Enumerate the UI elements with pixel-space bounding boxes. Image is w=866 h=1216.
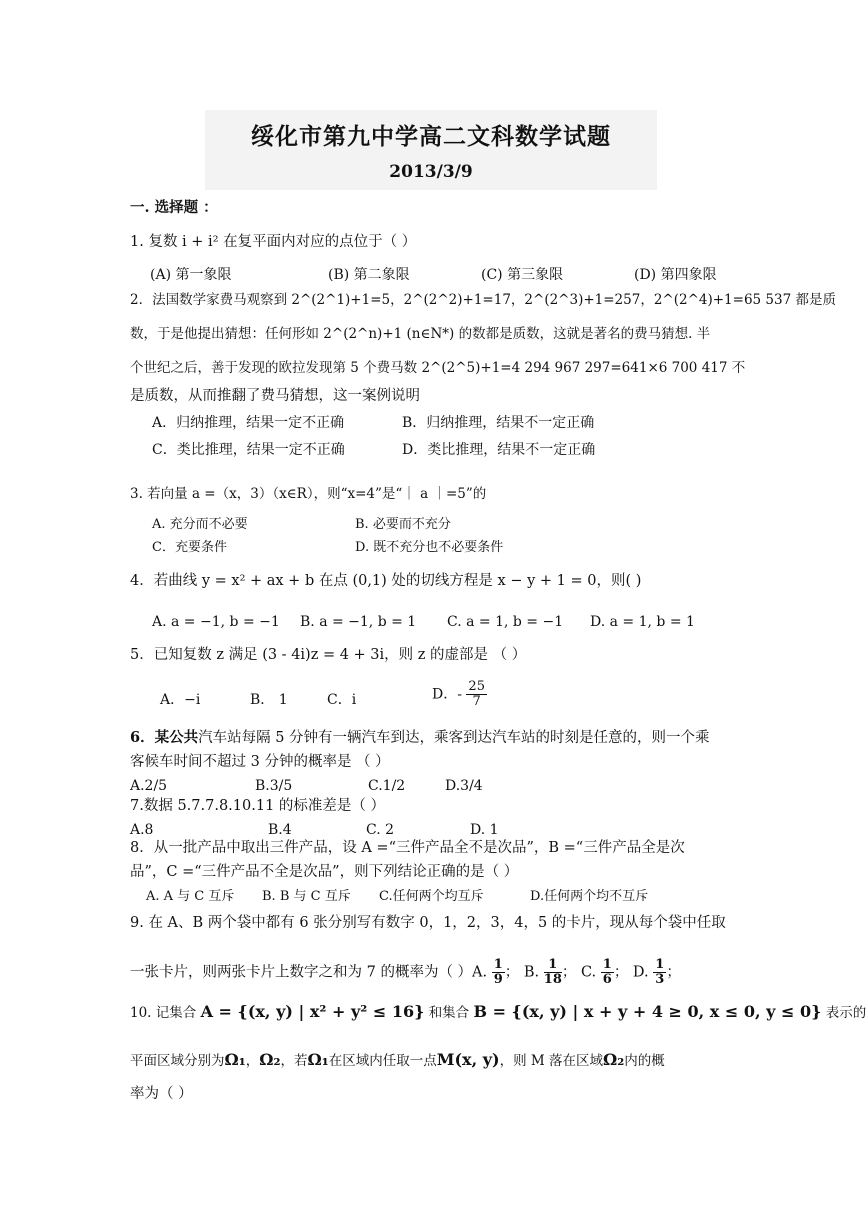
q9-a-den: 9 [493,972,503,987]
q9-c-num: 1 [602,957,612,972]
q9-sep-b: ； C. [561,964,597,981]
q10-if: ，若 [280,1053,308,1069]
q10-line-2 [130,1050,665,1071]
q8-option-b: B. B 与 C 互斥 [262,889,351,904]
q9-sep-d: ； [666,964,681,981]
q2-option-a: A．归纳推理，结果一定不正确 [152,415,345,431]
q2-line-2: 数，于是他提出猜想：任何形如 2^(2^n)+1 (n∈N*) 的数都是质数，这就是著名的费马猜想. 半 [130,326,711,342]
q9-option-c-fraction [601,958,614,987]
q8-option-a: A. A 与 C 互斥 [146,889,235,904]
q6-option-d: D.3/4 [445,778,483,794]
q4-option-c: C. a = 1, b = −1 [447,614,564,630]
q1-stem: 1. 复数 i + i² 在复平面内对应的点位于（ ） [130,234,417,250]
q2-line-3: 个世纪之后，善于发现的欧拉发现第 5 个费马数 2^(2^5)+1=4 294 967 297=641×6 700 417 不 [130,360,746,376]
q1-option-b: (B) 第二象限 [328,267,410,283]
q10-intro: 10. 记集合 [130,1005,197,1021]
q6-line-1 [130,728,710,748]
q7-option-b: B.4 [268,822,292,838]
q10-line-3: 率为（ ） [130,1086,193,1102]
q9-c-den: 6 [602,972,612,987]
q10-and: 和集合 [428,1005,470,1021]
q3-stem: 3. 若向量 a =（x，3）（x∈R），则“x=4”是“｜ a ｜=5”的 [130,486,487,502]
q10-pick-point: 在区域内任取一点 [328,1053,437,1069]
page-title: 绥化市第九中学高二文科数学试题 [251,123,611,150]
q9-option-d-fraction [653,958,666,987]
q9-option-b-fraction [544,958,562,987]
q10-omega-1-again: Ω₁ [307,1050,329,1069]
q10-comma: ， [245,1053,260,1069]
q10-regions-text: 平面区域分别为 [130,1053,225,1069]
q3-option-a: A. 充分而不必要 [152,517,248,532]
q9-a-num: 1 [493,957,503,972]
q7-option-d: D. 1 [470,822,499,838]
q9-b-num: 1 [544,958,562,973]
q7-option-a: A.8 [130,822,154,838]
q6-option-b: B.3/5 [255,778,293,794]
q2-option-b: B．归纳推理，结果不一定正确 [402,415,595,431]
q8-option-d: D.任何两个均不互斥 [530,889,649,904]
q6-line-2: 客候车时间不超过 3 分钟的概率是 （ ） [130,754,390,770]
q7-option-c: C. 2 [366,822,395,838]
q5-option-d-fraction [466,680,487,709]
q5-stem: 5．已知复数 z 满足 (3 - 4i)z = 4 + 3i，则 z 的虚部是 （ ） [130,647,527,663]
q9-option-a-fraction [492,958,505,987]
q10-omega-1: Ω₁ [224,1050,246,1069]
q9-line-1: 9. 在 A、B 两个袋中都有 6 张分别写有数字 0，1，2，3，4，5 的卡片，现从每个袋中任取 [130,915,726,931]
q9-line-2-text: 一张卡片，则两张卡片上数字之和为 7 的概率为（ ）A. [130,964,488,981]
q5-option-a: A．−i [160,692,201,708]
q9-sep-a: ； B. [504,964,540,981]
q4-option-a: A. a = −1, b = −1 [152,614,280,630]
q9-d-num: 1 [655,957,665,972]
q2-line-1: 2．法国数学家费马观察到 2^(2^1)+1=5，2^(2^2)+1=17，2^(2^3)+1=257，2^(2^4)+1=65 537 都是质 [130,292,836,308]
q10-line-1-end: 表示的 [825,1005,866,1021]
q3-option-c: C．充要条件 [152,540,227,555]
q6-option-a: A.2/5 [130,778,168,794]
q3-option-d: D. 既不充分也不必要条件 [355,540,504,555]
q10-omega-2-again: Ω₂ [602,1050,625,1069]
q4-option-b: B. a = −1, b = 1 [300,614,417,630]
q6-option-c: C.1/2 [368,778,406,794]
q4-option-d: D. a = 1, b = 1 [590,614,695,630]
q6-line-1-text: 汽车站每隔 5 分钟有一辆汽车到达，乘客到达汽车站的时刻是任意的，则一个乘 [198,730,710,746]
q8-option-c: C.任何两个均互斥 [379,889,484,904]
q5-option-d-label: D．- [432,686,462,703]
q8-line-2: 品”，C =“三件产品不全是次品”，则下列结论正确的是（ ） [130,864,519,880]
q2-option-c: C．类比推理，结果一定不正确 [152,442,345,458]
q1-option-d: (D) 第四象限 [634,267,717,283]
q4-stem: 4．若曲线 y = x² + ax + b 在点 (0,1) 处的切线方程是 x − y + 1 = 0，则( ) [130,573,642,589]
q5-frac-numerator: 25 [468,679,485,694]
q1-option-c: (C) 第三象限 [481,267,564,283]
q1-option-a: (A) 第一象限 [150,267,232,283]
q10-line-1 [130,1002,866,1023]
q9-sep-c: ； D. [613,964,649,981]
q10-falls-in: ，则 M 落在区域 [499,1053,603,1069]
q5-option-b: B． 1 [250,692,288,708]
q5-option-d [432,680,487,709]
q9-b-den: 18 [543,972,562,987]
q2-line-4: 是质数，从而推翻了费马猜想，这一案例说明 [130,388,420,404]
q10-point: M(x, y) [436,1050,500,1069]
q8-line-1: 8．从一批产品中取出三件产品，设 A =“三件产品全不是次品”，B =“三件产品全是次 [130,840,685,856]
q9-d-den: 3 [655,972,665,987]
q10-omega-2: Ω₂ [259,1050,281,1069]
q10-line-2-end: 内的概 [624,1053,665,1069]
q9-line-2 [130,958,681,987]
q2-option-d: D．类比推理，结果不一定正确 [402,442,596,458]
exam-date: 2013/3/9 [389,162,473,182]
q10-set-b: B = {(x, y) | x + y + 4 ≥ 0, x ≤ 0, y ≤ 0} [473,1002,822,1021]
q7-stem: 7.数据 5.7.7.8.10.11 的标准差是（ ） [130,798,386,814]
q10-set-a: A = {(x, y) | x² + y² ≤ 16} [200,1002,425,1021]
title-banner [205,110,657,190]
q6-lead: 6．某公共 [130,729,199,746]
q5-option-c: C．i [327,692,357,708]
q5-frac-denominator: 7 [472,694,481,709]
q3-option-b: B. 必要而不充分 [355,517,451,532]
section-heading: 一. 选择题 ： [130,199,218,216]
